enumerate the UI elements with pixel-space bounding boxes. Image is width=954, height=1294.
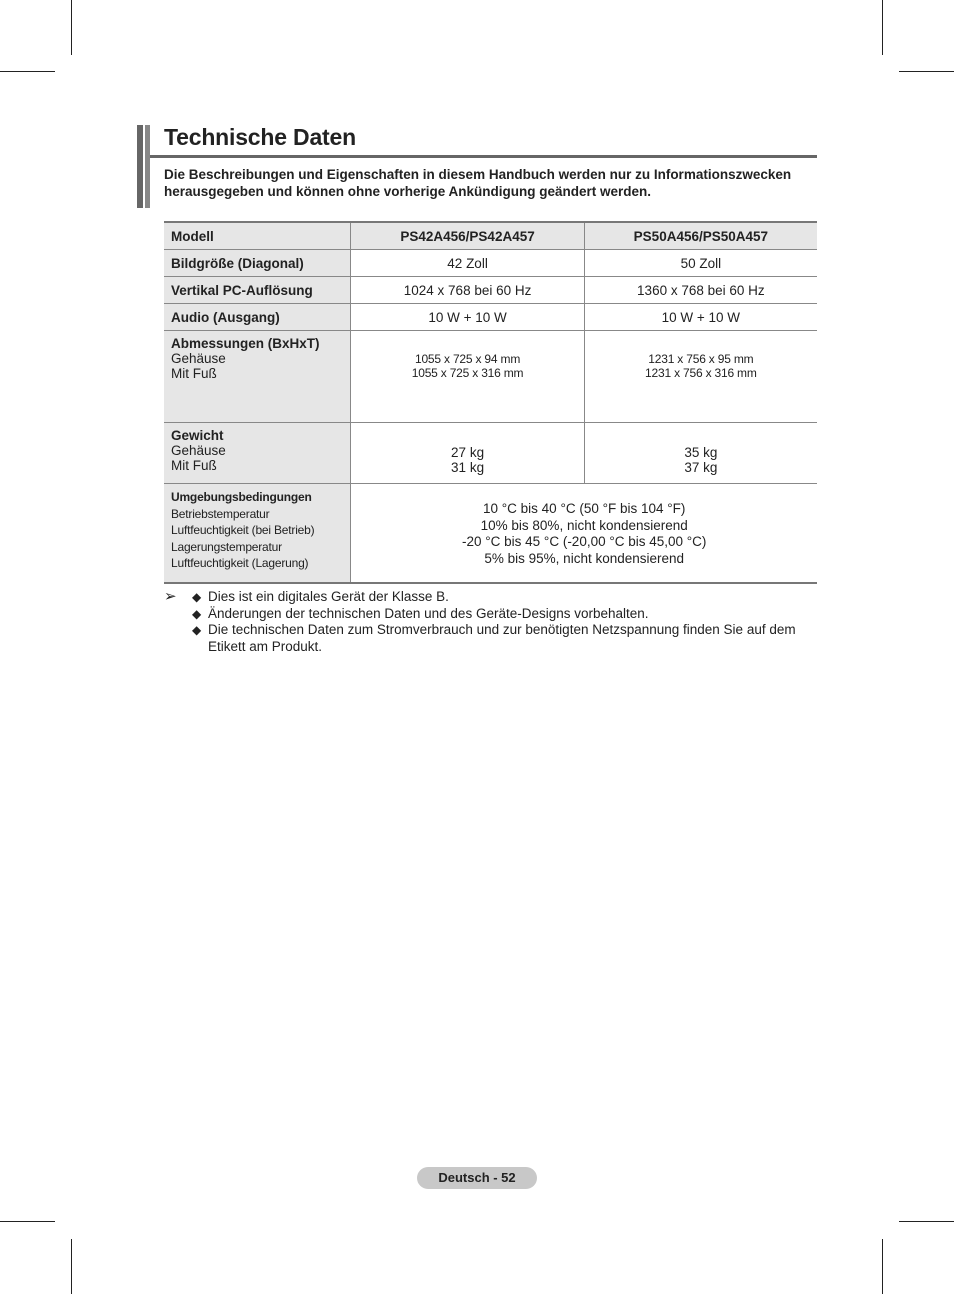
- cell-line: 27 kg: [451, 445, 485, 460]
- row-label: [164, 331, 351, 423]
- cell-value: [351, 423, 584, 484]
- row-label-title: Umgebungsbedingungen: [171, 490, 312, 504]
- table-header-row: [164, 222, 817, 250]
- cell-value: 1024 x 768 bei 60 Hz: [351, 277, 584, 304]
- cell-line: -20 °C bis 45 °C (-20,00 °C bis 45,00 °C): [461, 534, 707, 549]
- page-number-badge: Deutsch - 52: [417, 1167, 537, 1189]
- row-label: [164, 484, 351, 583]
- cell-line: 37 kg: [684, 460, 718, 475]
- row-sublabel: Luftfeuchtigkeit (Lagerung): [171, 556, 309, 570]
- cell-line: 1231 x 756 x 95 mm: [648, 352, 754, 366]
- cell-value: 42 Zoll: [351, 250, 584, 277]
- note-item: [164, 622, 819, 655]
- cell-value: 10 W + 10 W: [351, 304, 584, 331]
- table-row: [164, 484, 817, 583]
- row-sublabel: Mit Fuß: [171, 458, 217, 473]
- diamond-bullet-icon: ◆: [192, 623, 202, 637]
- diamond-bullet-icon: ◆: [192, 606, 202, 621]
- row-label: Audio (Ausgang): [164, 304, 351, 331]
- cell-value: 50 Zoll: [584, 250, 817, 277]
- cell-value: [351, 331, 584, 423]
- row-sublabel: Mit Fuß: [171, 366, 217, 381]
- cell-value: 1360 x 768 bei 60 Hz: [584, 277, 817, 304]
- cell-line: 31 kg: [451, 460, 485, 475]
- intro-text: Die Beschreibungen und Eigenschaften in diesem Handbuch werden nur zu Informationszwecken herausgegeben und können ohne vorherige Ankündigung geändert werden.: [164, 167, 792, 199]
- row-sublabel: Gehäuse: [171, 443, 226, 458]
- note-item: [164, 606, 819, 623]
- cell-line: 1055 x 725 x 316 mm: [411, 366, 524, 380]
- cell-line: 1231 x 756 x 316 mm: [645, 366, 757, 380]
- row-sublabel: Gehäuse: [171, 351, 226, 366]
- header-model-42: PS42A456/PS42A457: [351, 222, 584, 250]
- cell-value: [584, 423, 817, 484]
- table-row: [164, 250, 817, 277]
- notes-section: [164, 589, 819, 655]
- title-side-bar: [137, 125, 143, 208]
- cell-line: 10% bis 80%, nicht kondensierend: [480, 517, 688, 533]
- crop-mark: [0, 71, 55, 72]
- row-sublabel: Luftfeuchtigkeit (bei Betrieb): [171, 523, 315, 537]
- cell-line: 10 °C bis 40 °C (50 °F bis 104 °F): [483, 501, 686, 516]
- cell-value: [584, 331, 817, 423]
- environment-values: [351, 484, 817, 583]
- cell-line: 35 kg: [684, 445, 718, 460]
- table-row: [164, 331, 817, 423]
- cell-value: 10 W + 10 W: [584, 304, 817, 331]
- table-row: [164, 423, 817, 484]
- row-sublabel: Betriebstemperatur: [171, 506, 270, 521]
- header-model-50: PS50A456/PS50A457: [584, 222, 817, 250]
- note-text: Die technischen Daten zum Stromverbrauch und zur benötigten Netzspannung finden Sie auf dem Etikett am Produkt.: [208, 622, 796, 654]
- page-title: Technische Daten: [164, 124, 356, 150]
- diamond-bullet-icon: ◆: [192, 590, 202, 604]
- crop-mark: [0, 1221, 55, 1222]
- row-label: Vertikal PC-Auflösung: [164, 277, 351, 304]
- cell-line: 5% bis 95%, nicht kondensierend: [484, 550, 685, 566]
- row-label: [164, 423, 351, 484]
- crop-mark: [899, 1221, 954, 1222]
- crop-mark: [71, 1239, 72, 1294]
- arrow-icon: ➢: [164, 588, 177, 605]
- table-row: [164, 304, 817, 331]
- row-label-title: Abmessungen (BxHxT): [171, 336, 320, 351]
- note-text: Dies ist ein digitales Gerät der Klasse B.: [208, 589, 449, 604]
- crop-mark: [882, 0, 883, 55]
- row-sublabel: Lagerungstemperatur: [171, 539, 282, 554]
- crop-mark: [899, 71, 954, 72]
- title-side-bar: [145, 125, 150, 208]
- table-row: [164, 277, 817, 304]
- cell-line: 1055 x 725 x 94 mm: [414, 352, 521, 366]
- crop-mark: [71, 0, 72, 55]
- row-label-title: Gewicht: [171, 428, 224, 443]
- crop-mark: [882, 1239, 883, 1294]
- title-rule: [150, 155, 817, 158]
- note-item: [164, 589, 819, 606]
- row-label: Bildgröße (Diagonal): [164, 250, 351, 277]
- note-text: Änderungen der technischen Daten und des Geräte-Designs vorbehalten.: [208, 605, 649, 621]
- specs-table: [164, 221, 817, 584]
- header-model: Modell: [164, 222, 351, 250]
